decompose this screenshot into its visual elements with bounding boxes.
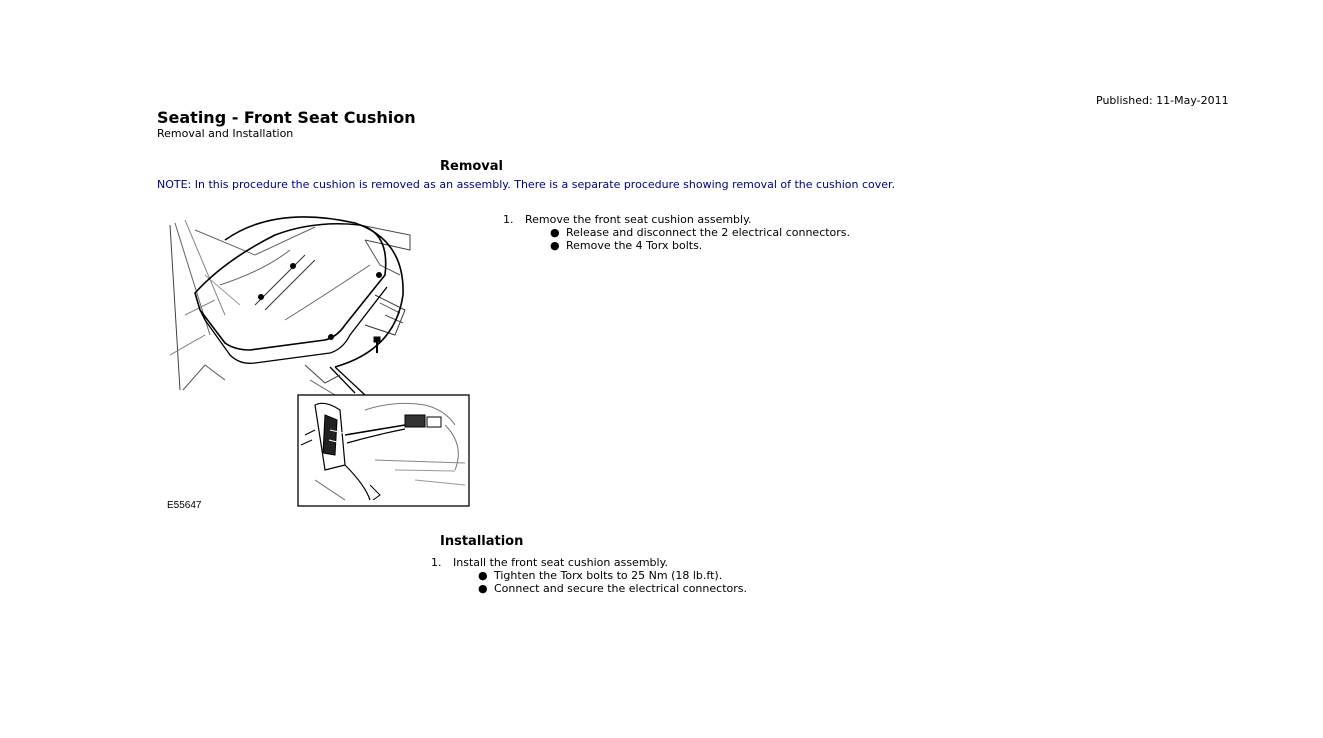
bullet-icon: ● — [478, 569, 488, 582]
installation-step-number: 1. — [431, 556, 442, 569]
removal-bullet-text: Release and disconnect the 2 electrical connectors. — [566, 226, 851, 239]
published-date: Published: 11-May-2011 — [1096, 94, 1229, 107]
seat-cushion-illustration — [165, 215, 475, 515]
removal-step-1 — [503, 213, 752, 226]
installation-bullet-text: Connect and secure the electrical connectors. — [494, 582, 747, 595]
removal-bullet-2 — [550, 239, 702, 252]
removal-note: NOTE: In this procedure the cushion is removed as an assembly. There is a separate procedure showing removal of the cushion cover. — [157, 178, 896, 191]
removal-bullet-text: Remove the 4 Torx bolts. — [566, 239, 703, 252]
bullet-icon: ● — [478, 582, 488, 595]
bullet-icon: ● — [550, 226, 560, 239]
removal-bullet-1 — [550, 226, 850, 239]
installation-bullet-1 — [478, 569, 722, 582]
installation-heading: Installation — [440, 534, 524, 549]
installation-bullet-text: Tighten the Torx bolts to 25 Nm (18 lb.ft). — [494, 569, 723, 582]
installation-step-1 — [431, 556, 668, 569]
figure-label: E55647 — [167, 500, 202, 511]
installation-step-text: Install the front seat cushion assembly. — [453, 556, 669, 569]
installation-bullet-2 — [478, 582, 747, 595]
removal-step-number: 1. — [503, 213, 514, 226]
removal-step-text: Remove the front seat cushion assembly. — [525, 213, 752, 226]
bullet-icon: ● — [550, 239, 560, 252]
page-title: Seating - Front Seat Cushion — [157, 108, 416, 127]
page-subtitle: Removal and Installation — [157, 127, 294, 140]
removal-heading: Removal — [440, 159, 504, 174]
